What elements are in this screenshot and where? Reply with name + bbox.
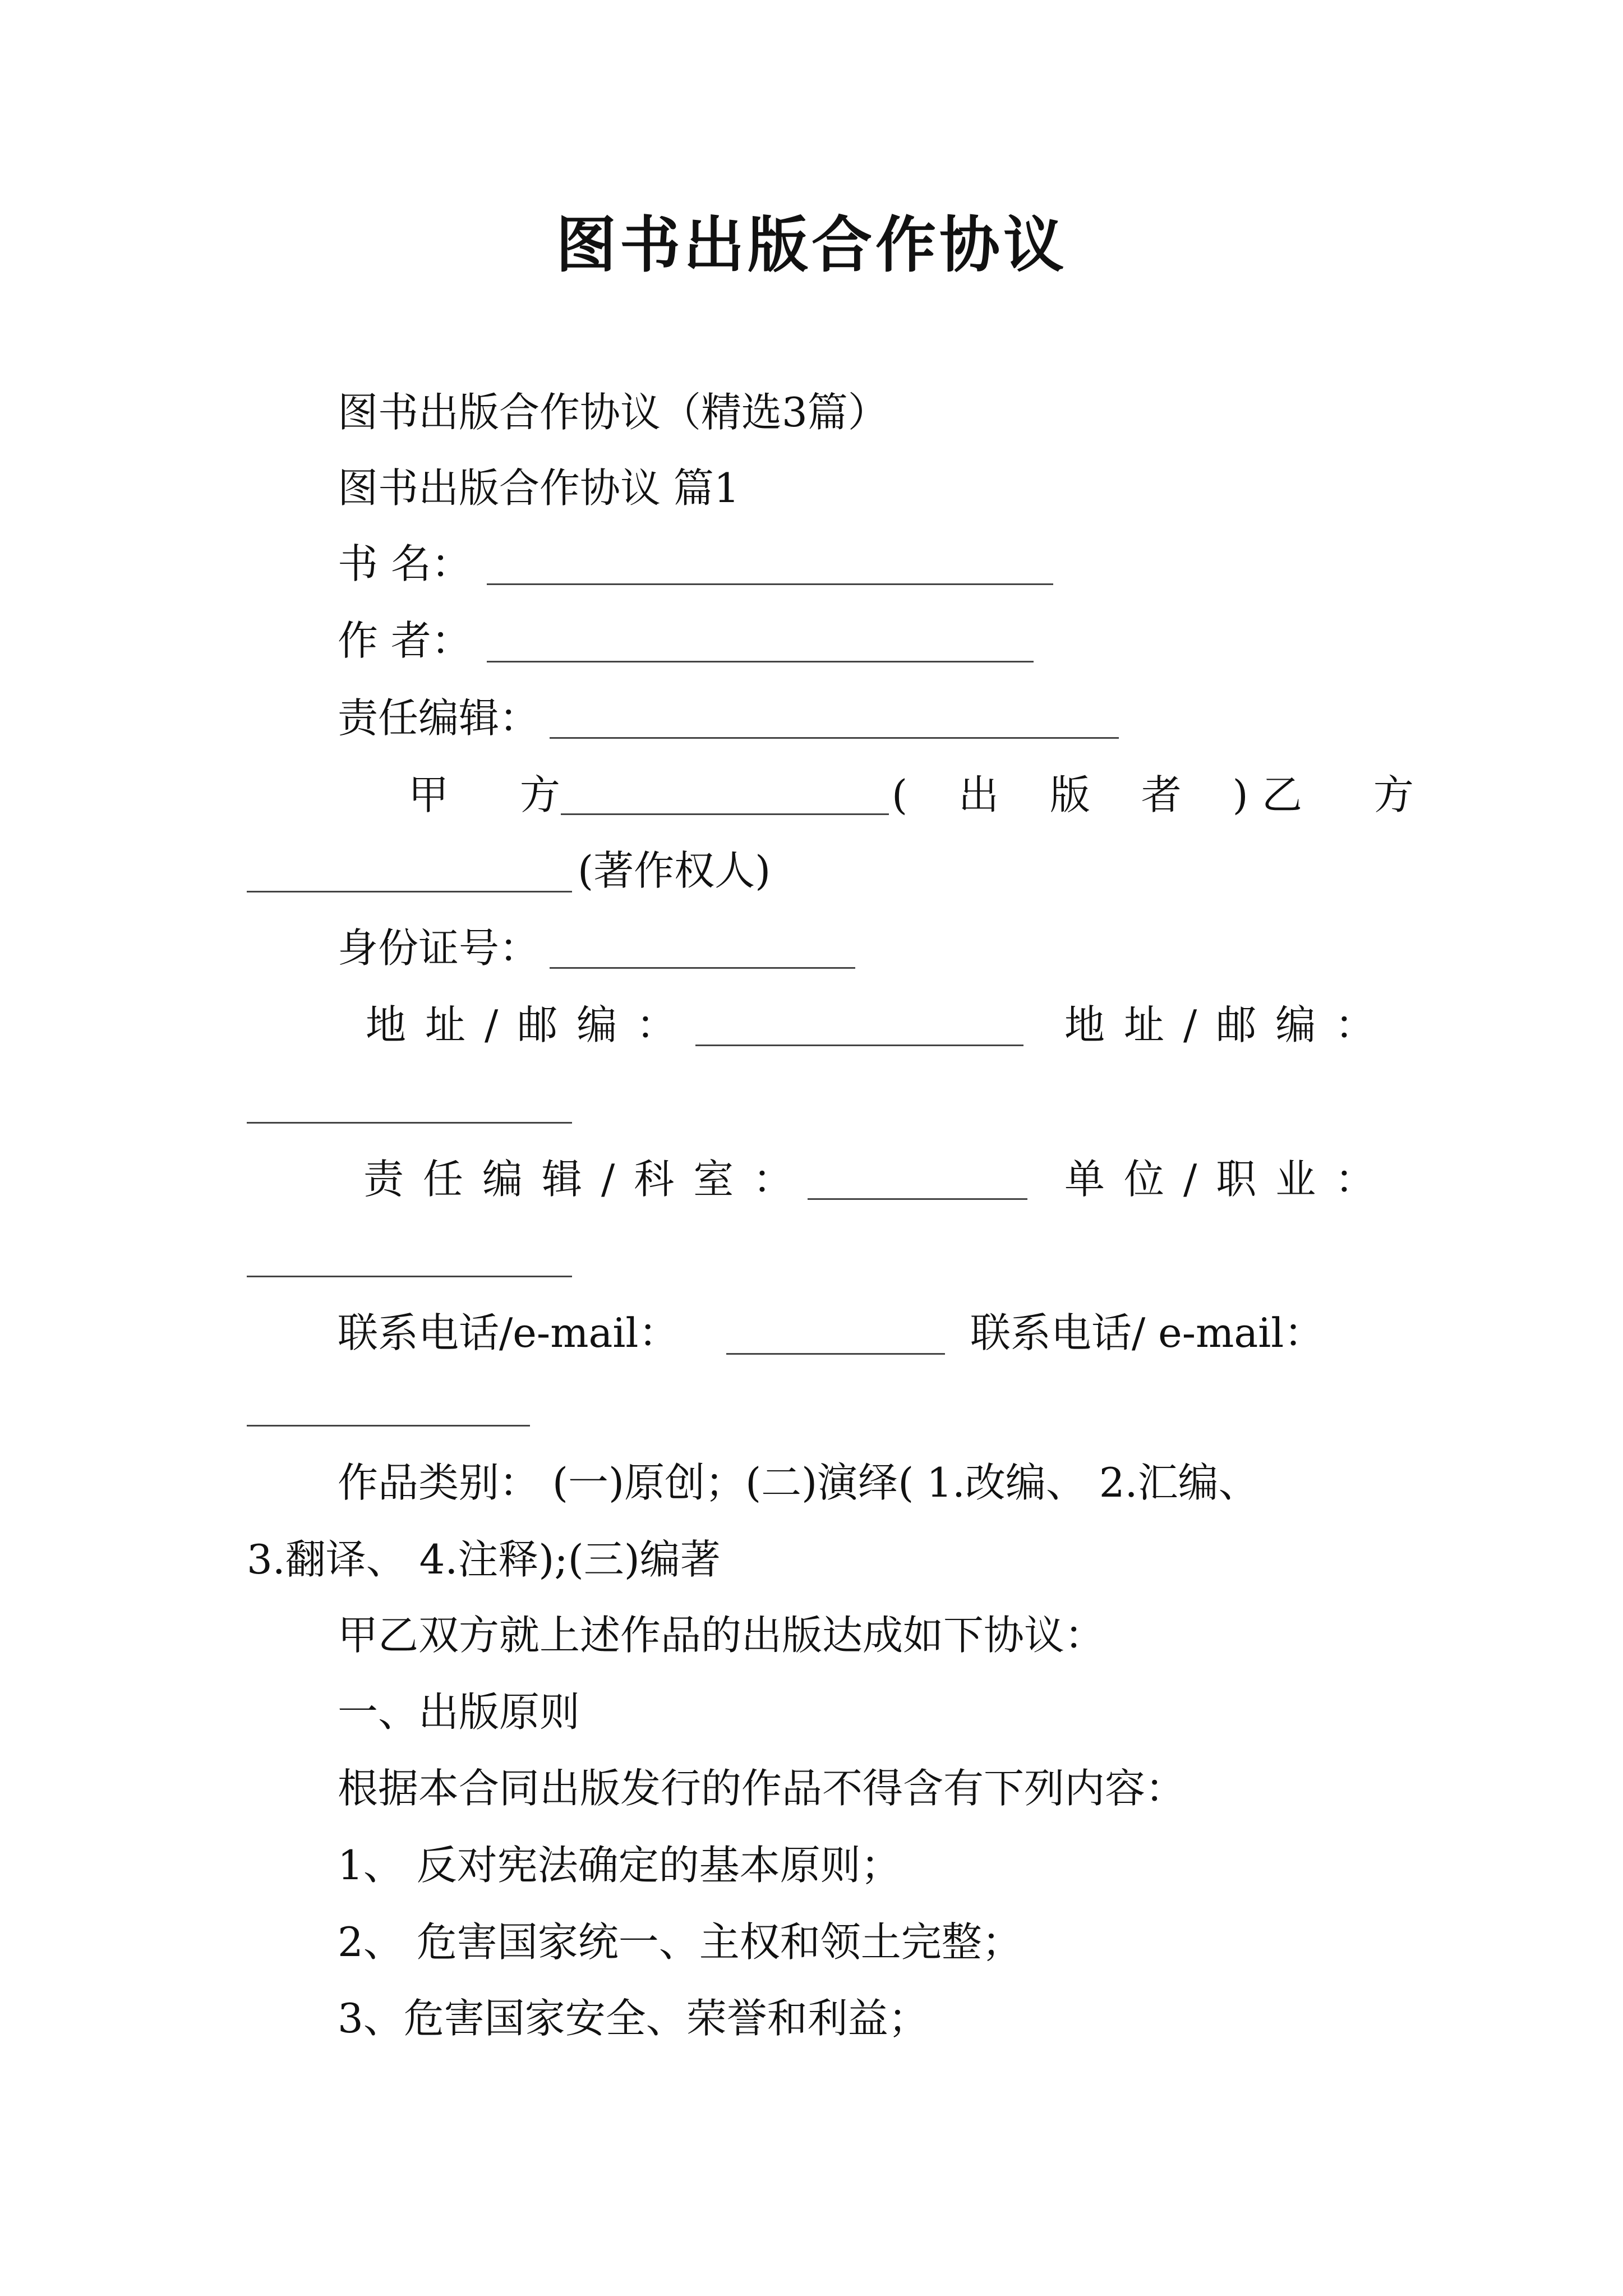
- publisher-note: ( 出 版 者 ): [892, 771, 1267, 818]
- clause-intro: 根据本合同出版发行的作品不得含有下列内容：: [338, 1765, 1186, 1812]
- unit-b-blank[interactable]: [247, 1276, 572, 1277]
- list-item: 3、危害国家安全、荣誉和利益；: [338, 1995, 929, 2042]
- party-b-label: 乙 方: [1262, 771, 1443, 818]
- document-title: 图书出版合作协议: [555, 210, 1067, 280]
- party-a-blank[interactable]: [561, 813, 889, 815]
- id-number-blank[interactable]: [550, 967, 855, 969]
- address-a-label: 地址/邮编：: [366, 1001, 696, 1048]
- book-name-blank[interactable]: [487, 583, 1053, 585]
- work-type-line2: 3.翻译、 4.注释);(三)编著: [247, 1536, 721, 1583]
- contact-a-label: 联系电话/e-mail：: [338, 1309, 679, 1356]
- unit-b-label: 单位/职业：: [1064, 1156, 1395, 1203]
- dept-a-label: 责任编辑/科室：: [363, 1156, 813, 1203]
- author-label: 作 者：: [338, 617, 472, 664]
- id-number-label: 身份证号：: [338, 924, 540, 972]
- list-item: 1、 反对宪法确定的基本原则；: [338, 1842, 901, 1889]
- list-item: 2、 危害国家统一、主权和领土完整；: [338, 1918, 1022, 1966]
- agreement-intro: 甲乙双方就上述作品的出版达成如下协议：: [338, 1612, 1105, 1659]
- address-b-blank[interactable]: [247, 1122, 572, 1124]
- document-subtitle: 图书出版合作协议（精选3篇）: [338, 389, 888, 436]
- editor-label: 责任编辑：: [338, 694, 540, 742]
- party-a-label: 甲 方: [408, 771, 589, 818]
- clause-heading: 一、出版原则: [338, 1688, 580, 1736]
- section-heading: 图书出版合作协议 篇1: [338, 464, 740, 512]
- editor-blank[interactable]: [550, 737, 1119, 739]
- work-type-line1: 作品类别： (一)原创；(二)演绎( 1.改编、 2.汇编、: [338, 1459, 1259, 1506]
- contact-b-blank[interactable]: [247, 1425, 530, 1427]
- address-a-blank[interactable]: [695, 1045, 1023, 1046]
- dept-a-blank[interactable]: [808, 1198, 1027, 1200]
- author-blank[interactable]: [487, 661, 1034, 662]
- address-b-label: 地址/邮编：: [1064, 1001, 1395, 1048]
- copyright-note: (著作权人): [578, 847, 771, 894]
- party-b-blank[interactable]: [247, 891, 572, 892]
- contact-a-blank[interactable]: [726, 1353, 945, 1355]
- contact-b-label: 联系电话/ e-mail：: [970, 1309, 1325, 1356]
- book-name-label: 书 名：: [338, 540, 472, 587]
